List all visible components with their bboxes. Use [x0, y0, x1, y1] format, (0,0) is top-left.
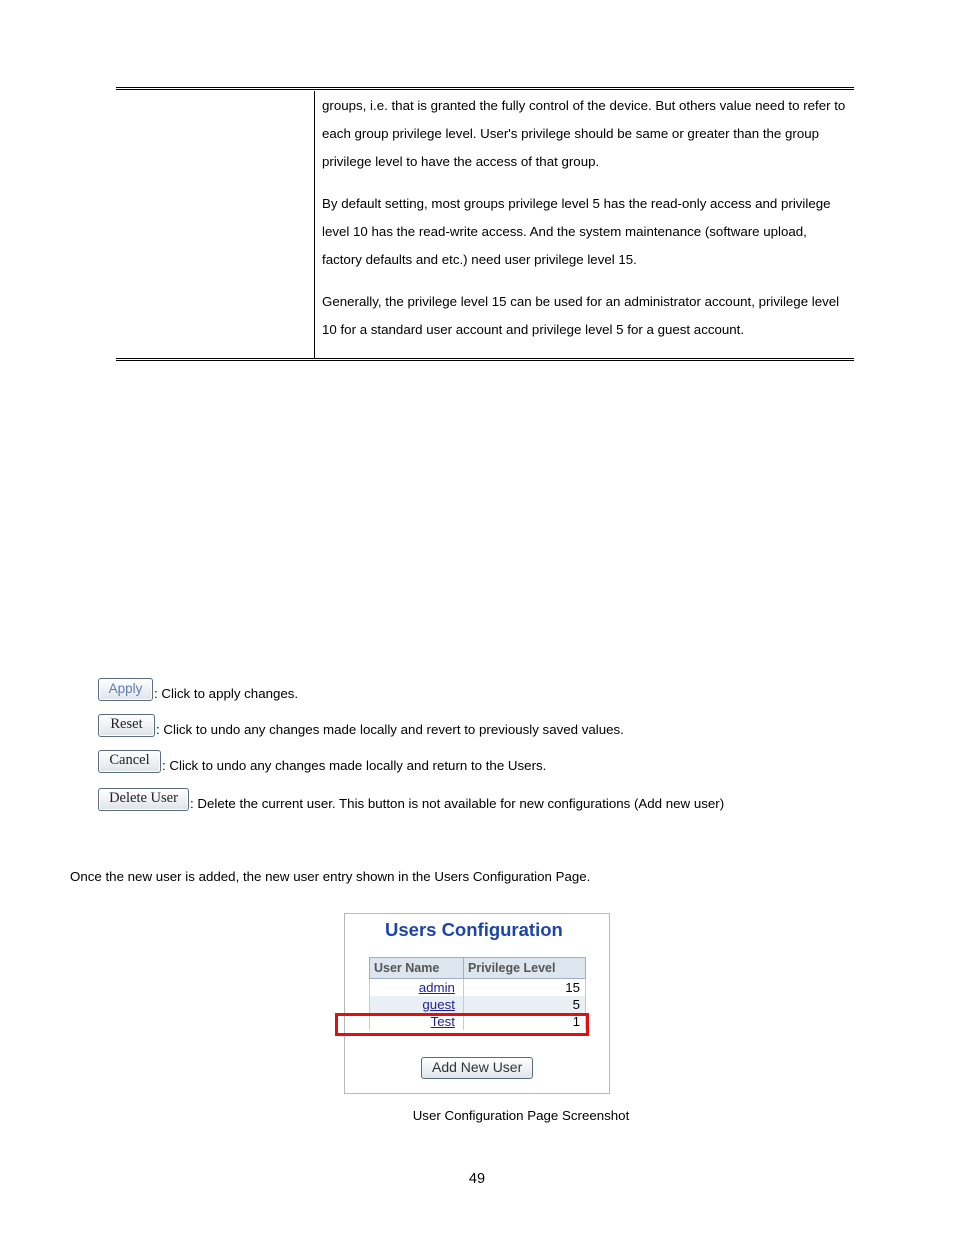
table-top-rule: [116, 87, 854, 90]
privilege-level-cell: 1: [463, 1013, 585, 1030]
user-link-guest[interactable]: guest: [422, 997, 455, 1012]
table-column-divider: [314, 91, 315, 358]
button-description-apply: [98, 678, 298, 701]
apply-button[interactable]: Apply: [98, 678, 153, 701]
table-bottom-rule: [116, 358, 854, 361]
intro-sentence: Once the new user is added, the new user entry shown in the Users Configuration Page.: [70, 869, 591, 884]
description-paragraph: By default setting, most groups privilege level 5 has the read-only access and privilege level 10 has the read-write access. And the system maintenance (software upload, factory defaults and etc.) need user privilege level 15.: [322, 196, 831, 267]
column-header-privilege-level: Privilege Level: [463, 958, 585, 979]
users-configuration-title: Users Configuration: [385, 919, 563, 940]
users-configuration-screenshot: [344, 913, 610, 1094]
reset-description: : Click to undo any changes made locally and revert to previously saved values.: [156, 722, 624, 737]
table-row: [370, 996, 586, 1013]
button-description-delete-user: [98, 788, 724, 811]
add-new-user-button[interactable]: Add New User: [421, 1057, 533, 1079]
column-header-user-name: User Name: [370, 958, 464, 979]
apply-description: : Click to apply changes.: [154, 686, 299, 701]
cancel-description: : Click to undo any changes made locally and return to the Users.: [162, 758, 547, 773]
highlight-box: [335, 1013, 589, 1036]
reset-button[interactable]: Reset: [98, 714, 155, 737]
cancel-button[interactable]: Cancel: [98, 750, 161, 773]
delete-user-description: : Delete the current user. This button is not available for new configurations (Add new user): [190, 796, 725, 811]
parameter-description-cell: [322, 92, 847, 358]
privilege-level-cell: 15: [463, 979, 585, 997]
user-link-admin[interactable]: admin: [418, 980, 455, 995]
description-paragraph: Generally, the privilege level 15 can be used for an administrator account, privilege level 10 for a standard user account and privilege level 5 for a guest account.: [322, 294, 840, 337]
table-row: [370, 979, 586, 997]
user-link-test[interactable]: Test: [430, 1014, 455, 1029]
button-description-cancel: [98, 750, 546, 773]
description-paragraph: groups, i.e. that is granted the fully control of the device. But others value need to refer to each group privilege level. User's privilege should be same or greater than the group privilege level to have the access of that group.: [322, 98, 846, 169]
button-description-reset: [98, 714, 624, 737]
figure-caption: User Configuration Page Screenshot: [412, 1108, 630, 1123]
privilege-level-cell: 5: [463, 996, 585, 1013]
delete-user-button[interactable]: Delete User: [98, 788, 189, 811]
page-number: 49: [468, 1171, 486, 1187]
